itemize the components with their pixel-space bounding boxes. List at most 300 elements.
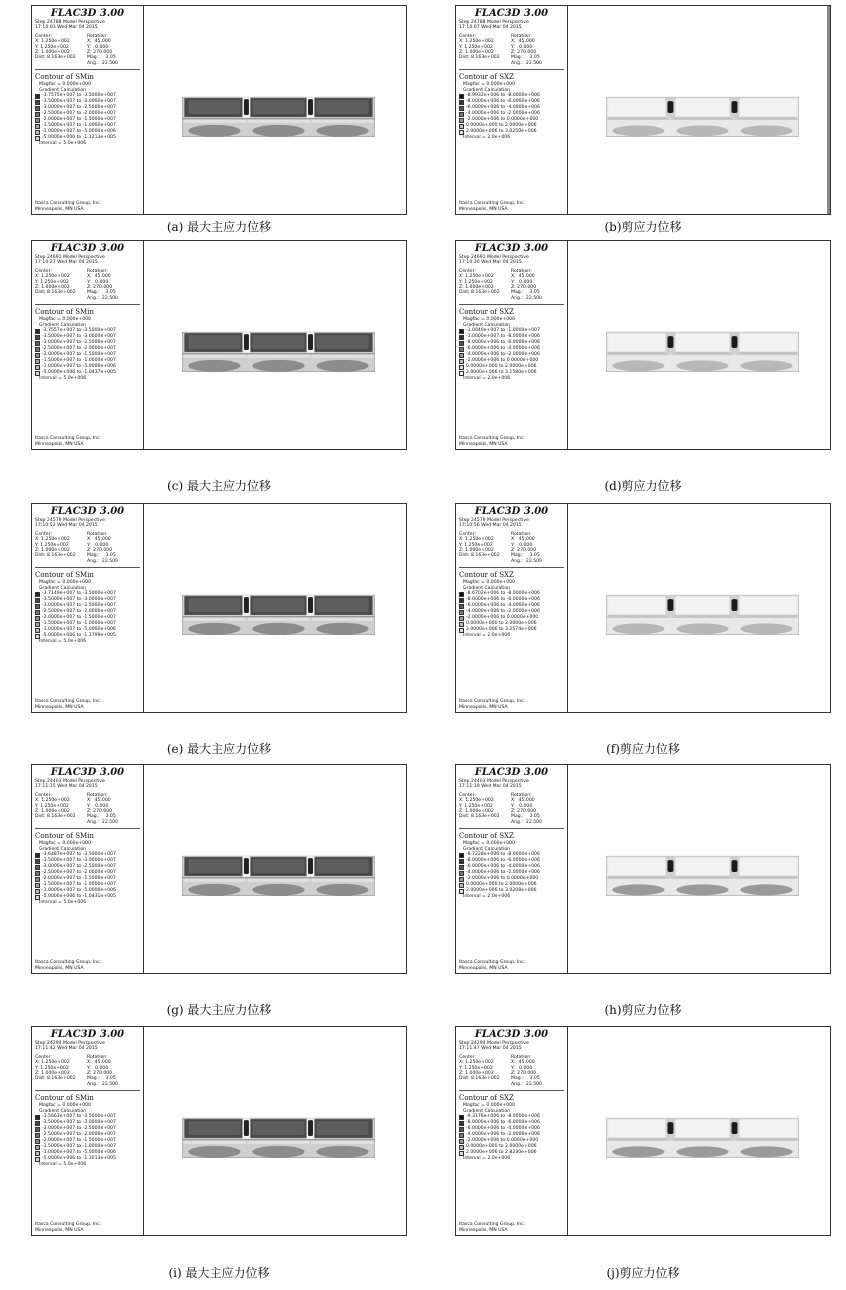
step-label: Step 24579 Model Perspective: [459, 518, 529, 523]
legend-swatch: [459, 118, 464, 123]
mid-band: [671, 352, 733, 355]
legend-swatch: [459, 610, 464, 615]
lower-ellipse: [676, 623, 728, 634]
legend-swatch: [35, 94, 40, 99]
legend-range: -9.3176e+006 to -8.0000e+006: [466, 1114, 540, 1120]
interval-label: Interval = 2.0e+006: [463, 633, 511, 639]
rotation-heading: Rotation:: [511, 1054, 532, 1060]
legend-swatch: [35, 883, 40, 888]
rotation-value: Ang.: 22.500: [87, 1081, 118, 1087]
software-title: FLAC3D 3.00: [50, 8, 125, 19]
software-title: FLAC3D 3.00: [50, 243, 125, 254]
magfac-label: Magfac = 0.000e+000: [39, 580, 92, 586]
legend-swatch: [35, 100, 40, 105]
legend-range: -3.0000e+007 to -2.5000e+007: [42, 864, 116, 870]
magfac-label: Magfac = 0.000e+000: [39, 82, 92, 88]
gradient-label: Gradient Calculation: [463, 846, 511, 852]
company-city: Minneapolis, MN USA: [35, 965, 84, 971]
legend-range: 0.0000e+000 to 2.0000e+006: [466, 364, 537, 370]
upper-zone-inner: [188, 335, 240, 349]
model-view: [144, 504, 406, 712]
model-view: [568, 241, 830, 449]
interface-line: [182, 353, 374, 354]
rotation-value: Y: 0.000: [87, 44, 109, 50]
center-value: Dist: 8.163e+002: [35, 814, 76, 820]
rotation-value: Mag.: 3.05: [87, 814, 116, 820]
legend-range: -1.5000e+007 to -1.0000e+007: [42, 882, 116, 888]
lower-ellipse: [188, 1146, 240, 1158]
legend-range: -1.5000e+007 to -1.0000e+007: [42, 1144, 116, 1150]
pillar-core: [308, 597, 313, 613]
upper-zone: [736, 858, 796, 875]
legend-range: 2.0000e+006 to 2.8230e+006: [466, 1150, 537, 1156]
mid-band: [311, 617, 373, 621]
credits: [35, 1222, 101, 1233]
view-params: [35, 34, 140, 66]
view-params: [35, 1055, 140, 1087]
rotation-value: Y: 0.000: [87, 279, 109, 285]
legend-swatch: [35, 329, 40, 334]
rotation-value: X: 45.000: [87, 537, 111, 543]
legend-range: -3.0000e+007 to -2.5000e+007: [42, 603, 116, 609]
legend-box: [456, 765, 568, 973]
legend-range: 2.0000e+006 to 3.2574e+006: [466, 627, 537, 633]
mid-band: [607, 117, 669, 120]
center-column: [459, 1055, 511, 1087]
pillar-core: [732, 860, 738, 872]
rotation-value: Z: 270.000: [511, 285, 537, 291]
step-label: Step 24294 Model Perspective: [35, 1041, 105, 1046]
gradient-label: Gradient Calculation: [463, 1108, 511, 1114]
rotation-value: Z: 270.000: [87, 809, 113, 815]
legend-swatch: [459, 889, 464, 894]
legend-swatch: [35, 853, 40, 858]
legend-range: -3.7557e+007 to -3.5000e+007: [42, 328, 116, 334]
legend-range: -3.6487e+007 to -3.5000e+007: [42, 852, 116, 858]
legend-swatch: [459, 592, 464, 597]
legend-range: -2.0000e+006 to 0.0000e+000: [466, 876, 539, 882]
center-column: [459, 532, 511, 564]
mid-band: [311, 878, 373, 882]
legend-swatch: [35, 136, 40, 141]
legend-swatch: [35, 598, 40, 603]
legend-swatch: [459, 1139, 464, 1144]
legend-swatch: [35, 1151, 40, 1156]
legend-swatch: [35, 1121, 40, 1126]
legend-range: -4.0000e+006 to -2.0000e+006: [466, 352, 540, 358]
view-params: [459, 1055, 564, 1087]
legend-range: -2.0000e+006 to 0.0000e+000: [466, 117, 539, 123]
legend-box: [32, 241, 144, 449]
rotation-value: Ang.: 22.500: [87, 295, 118, 301]
timestamp: 17:10:30 Wed Mar 04 2015: [459, 260, 522, 266]
rotation-value: Ang.: 22.500: [511, 1081, 542, 1087]
figure-panel-g: [31, 764, 407, 974]
rotation-value: Mag.: 3.05: [511, 290, 540, 296]
panel-caption: (j)剪应力位移: [606, 1266, 680, 1280]
rotation-value: Y: 0.000: [511, 542, 533, 548]
legend-range: -3.0000e+007 to -2.5000e+007: [42, 1126, 116, 1132]
legend-swatch: [459, 347, 464, 352]
legend-range: -8.0000e+006 to -6.0000e+006: [466, 99, 540, 105]
legend-swatch: [459, 341, 464, 346]
legend-swatch: [459, 883, 464, 888]
interface-line: [182, 1139, 374, 1140]
panel-caption: (h)剪应力位移: [604, 1003, 682, 1017]
rotation-value: Mag.: 3.05: [87, 553, 116, 559]
figure-panel-i: [31, 1026, 407, 1236]
mid-band: [247, 878, 309, 882]
rotation-heading: Rotation:: [87, 792, 108, 798]
mid-band: [671, 876, 733, 879]
lower-ellipse: [188, 623, 240, 635]
view-params: [35, 532, 140, 564]
pillar-core: [308, 858, 313, 874]
rotation-value: Y: 0.000: [511, 279, 533, 285]
rotation-heading: Rotation:: [87, 33, 108, 39]
rotation-value: Y: 0.000: [87, 803, 109, 809]
legend-range: 0.0000e+000 to 2.0000e+006: [466, 1144, 537, 1150]
legend-range: -2.5000e+007 to -2.0000e+007: [42, 346, 116, 352]
rotation-value: Ang.: 22.500: [87, 819, 118, 825]
center-column: [35, 34, 87, 66]
legend-swatch: [459, 124, 464, 129]
contour-title: Contour of SMin: [35, 73, 94, 82]
legend-range: -8.7228e+006 to -8.0000e+006: [466, 852, 540, 858]
rotation-value: Z: 270.000: [511, 1071, 537, 1077]
timestamp: 17:11:47 Wed Mar 04 2015: [459, 1046, 522, 1052]
stress-contour-model: [568, 241, 830, 449]
company-name: Itasca Consulting Group, Inc.: [459, 201, 526, 207]
rotation-value: Mag.: 3.05: [511, 1076, 540, 1082]
mid-band: [671, 117, 733, 120]
company-city: Minneapolis, MN USA: [459, 441, 508, 447]
company-name: Itasca Consulting Group, Inc.: [459, 1222, 526, 1228]
legend-swatch: [459, 94, 464, 99]
legend-range: -1.5000e+007 to -1.0000e+007: [42, 358, 116, 364]
lower-ellipse: [316, 884, 368, 896]
divider: [459, 1090, 564, 1091]
company-city: Minneapolis, MN USA: [35, 441, 84, 447]
company-name: Itasca Consulting Group, Inc.: [459, 436, 526, 442]
legend-range: -8.0000e+006 to -6.0000e+006: [466, 340, 540, 346]
gradient-label: Gradient Calculation: [39, 846, 87, 852]
center-heading: Center:: [459, 1054, 476, 1060]
center-value: Z: 1.000e+002: [35, 809, 70, 815]
divider: [459, 304, 564, 305]
lower-ellipse: [252, 360, 304, 372]
center-column: [459, 793, 511, 825]
pillar-core: [244, 1120, 249, 1136]
model-view: [568, 504, 830, 712]
legend-range: -2.0000e+006 to 0.0000e+000: [466, 615, 539, 621]
mid-band: [247, 119, 309, 123]
divider: [459, 828, 564, 829]
upper-zone: [672, 334, 732, 351]
credits: [459, 436, 525, 447]
legend-swatch: [459, 1145, 464, 1150]
lower-ellipse: [676, 360, 728, 371]
legend-swatch: [35, 1133, 40, 1138]
center-value: Z: 1.000e+002: [459, 1071, 494, 1077]
legend-swatch: [459, 353, 464, 358]
company-city: Minneapolis, MN USA: [35, 206, 84, 212]
interface-line: [182, 877, 374, 878]
center-value: Y: 1.250e+002: [35, 542, 69, 548]
legend-range: -1.0000e+007 to -5.0000e+006: [42, 129, 116, 135]
magfac-label: Magfac = 0.000e+000: [39, 841, 92, 847]
legend-range: -6.0000e+006 to -4.0000e+006: [466, 346, 540, 352]
legend-range: -1.0000e+007 to -5.0000e+006: [42, 364, 116, 370]
lower-ellipse: [252, 1146, 304, 1158]
divider: [35, 567, 140, 568]
legend-swatch: [459, 853, 464, 858]
rotation-column: [511, 1055, 542, 1087]
upper-zone-inner: [252, 100, 304, 114]
company-name: Itasca Consulting Group, Inc.: [35, 436, 102, 442]
rotation-value: X: 45.000: [87, 798, 111, 804]
legend-swatch: [459, 112, 464, 117]
center-heading: Center:: [459, 792, 476, 798]
magfac-label: Magfac = 0.000e+000: [463, 580, 516, 586]
rotation-value: X: 45.000: [87, 39, 111, 45]
rotation-column: [87, 34, 118, 66]
company-city: Minneapolis, MN USA: [35, 1227, 84, 1233]
legend-range: -3.5000e+007 to -3.0000e+007: [42, 1120, 116, 1126]
legend-swatch: [459, 365, 464, 370]
legend-range: -4.0000e+006 to -2.0000e+006: [466, 1132, 540, 1138]
pillar-core: [667, 101, 673, 113]
magfac-label: Magfac = 0.000e+000: [39, 1103, 92, 1109]
divider: [35, 1090, 140, 1091]
legend-range: -3.7149e+007 to -3.5000e+007: [42, 591, 116, 597]
contour-title: Contour of SXZ: [459, 832, 514, 841]
company-name: Itasca Consulting Group, Inc.: [459, 699, 526, 705]
upper-zone-inner: [188, 100, 240, 114]
legend-box: [32, 6, 144, 214]
step-label: Step 24691 Model Perspective: [35, 255, 105, 260]
lower-ellipse: [612, 125, 664, 136]
upper-zone-inner: [188, 859, 240, 873]
interval-label: Interval = 5.0e+006: [39, 900, 87, 906]
rotation-value: Z: 270.000: [87, 285, 113, 291]
legend-swatch: [459, 1127, 464, 1132]
legend-range: -2.0000e+007 to -1.5000e+007: [42, 1138, 116, 1144]
company-city: Minneapolis, MN USA: [35, 704, 84, 710]
rotation-heading: Rotation:: [511, 792, 532, 798]
contour-title: Contour of SXZ: [459, 571, 514, 580]
rotation-heading: Rotation:: [511, 33, 532, 39]
lower-ellipse: [252, 623, 304, 635]
figure-panel-e: [31, 503, 407, 713]
step-label: Step 24294 Model Perspective: [459, 1041, 529, 1046]
lower-ellipse: [188, 360, 240, 372]
rotation-value: X: 45.000: [87, 274, 111, 280]
contour-title: Contour of SXZ: [459, 308, 514, 317]
center-value: Y: 1.250e+002: [459, 803, 493, 809]
rotation-value: Ang.: 22.500: [87, 60, 118, 66]
mid-band: [735, 876, 797, 879]
rotation-value: Ang.: 22.500: [87, 558, 118, 564]
upper-zone: [736, 99, 796, 116]
step-label: Step 24788 Model Perspective: [35, 20, 105, 25]
magfac-label: Magfac = 0.000e+000: [463, 317, 516, 323]
gradient-label: Gradient Calculation: [39, 585, 87, 591]
pillar-core: [732, 599, 738, 611]
upper-zone: [672, 1120, 732, 1137]
mid-band: [607, 352, 669, 355]
pillar-core: [732, 336, 738, 348]
center-value: Z: 1.000e+002: [459, 809, 494, 815]
legend-range: 2.0000e+006 to 3.0250e+006: [466, 129, 537, 135]
interval-label: Interval = 2.0e+006: [463, 135, 511, 141]
center-value: Dist: 8.163e+002: [35, 553, 76, 559]
stress-contour-model: [144, 504, 406, 712]
center-value: Z: 1.000e+002: [35, 285, 70, 291]
panel-caption: (f)剪应力位移: [606, 742, 680, 756]
stress-contour-model: [144, 241, 406, 449]
figure-panel-h: [455, 764, 831, 974]
upper-zone: [672, 597, 732, 614]
lower-ellipse: [740, 360, 792, 371]
center-value: Z: 1.000e+002: [459, 285, 494, 291]
mid-band: [735, 1138, 797, 1141]
interval-label: Interval = 5.0e+006: [39, 639, 87, 645]
center-value: X: 1.250e+002: [35, 537, 70, 543]
rotation-heading: Rotation:: [87, 268, 108, 274]
company-name: Itasca Consulting Group, Inc.: [35, 960, 102, 966]
rotation-value: X: 45.000: [511, 1060, 535, 1066]
rotation-value: Mag.: 3.05: [87, 55, 116, 61]
rotation-value: X: 45.000: [511, 798, 535, 804]
lower-ellipse: [612, 360, 664, 371]
legend-range: -1.5000e+007 to -1.0000e+007: [42, 621, 116, 627]
legend-range: -3.0000e+007 to -2.5000e+007: [42, 105, 116, 111]
legend-swatch: [35, 604, 40, 609]
magfac-label: Magfac = 0.000e+000: [39, 317, 92, 323]
center-value: Y: 1.250e+002: [35, 44, 69, 50]
lower-ellipse: [612, 1146, 664, 1157]
center-heading: Center:: [35, 792, 52, 798]
interval-label: Interval = 5.0e+006: [39, 141, 87, 147]
timestamp: 17:10:27 Wed Mar 04 2015: [35, 260, 98, 266]
rotation-column: [511, 269, 542, 301]
center-value: Z: 1.000e+002: [459, 548, 494, 554]
legend-swatch: [35, 359, 40, 364]
legend-swatch: [459, 371, 464, 376]
center-value: Y: 1.250e+002: [459, 542, 493, 548]
lower-ellipse: [676, 884, 728, 895]
model-view: [144, 1027, 406, 1235]
stress-contour-model: [568, 6, 830, 214]
legend-range: -8.0000e+006 to -6.0000e+006: [466, 858, 540, 864]
center-column: [35, 532, 87, 564]
rotation-value: Y: 0.000: [87, 542, 109, 548]
rotation-value: Ang.: 22.500: [511, 558, 542, 564]
legend-range: -1.5000e+007 to -1.0000e+007: [42, 123, 116, 129]
legend-range: -5.0000e+006 to -1.1213e+005: [42, 135, 116, 141]
rotation-value: Mag.: 3.05: [87, 290, 116, 296]
view-params: [459, 34, 564, 66]
panel-edge: [827, 6, 830, 214]
legend-swatch: [459, 1133, 464, 1138]
rotation-column: [511, 34, 542, 66]
legend-swatch: [35, 112, 40, 117]
panel-caption: (e) 最大主应力位移: [166, 742, 272, 756]
lower-ellipse: [740, 125, 792, 136]
lower-ellipse: [676, 125, 728, 136]
rotation-value: Z: 270.000: [87, 50, 113, 56]
legend-swatch: [35, 859, 40, 864]
gradient-label: Gradient Calculation: [463, 322, 511, 328]
legend-swatch: [35, 877, 40, 882]
legend-swatch: [35, 118, 40, 123]
timestamp: 17:10:03 Wed Mar 04 2015: [35, 25, 98, 31]
legend-swatch: [35, 130, 40, 135]
software-title: FLAC3D 3.00: [474, 243, 549, 254]
legend-swatch: [35, 1157, 40, 1162]
company-city: Minneapolis, MN USA: [459, 965, 508, 971]
legend-swatch: [35, 353, 40, 358]
center-value: Dist: 8.163e+002: [35, 55, 76, 61]
legend-swatch: [35, 865, 40, 870]
legend-range: -5.0000e+006 to -1.3013e+005: [42, 1156, 116, 1162]
company-name: Itasca Consulting Group, Inc.: [35, 201, 102, 207]
lower-ellipse: [316, 360, 368, 372]
legend-box: [456, 6, 568, 214]
magfac-label: Magfac = 0.000e+000: [463, 82, 516, 88]
timestamp: 17:11:42 Wed Mar 04 2015: [35, 1046, 98, 1052]
legend-range: -3.7575e+007 to -3.5000e+007: [42, 93, 116, 99]
center-value: Y: 1.250e+002: [459, 1065, 493, 1071]
panel-caption: (g) 最大主应力位移: [166, 1003, 272, 1017]
software-title: FLAC3D 3.00: [474, 8, 549, 19]
mid-band: [607, 1138, 669, 1141]
upper-zone: [736, 1120, 796, 1137]
upper-zone: [608, 99, 668, 116]
pillar-core: [667, 336, 673, 348]
figure-panel-d: [455, 240, 831, 450]
legend-swatch: [35, 365, 40, 370]
legend-range: -1.0000e+007 to -5.0000e+006: [42, 888, 116, 894]
stress-contour-model: [144, 6, 406, 214]
legend-swatch: [459, 865, 464, 870]
mid-band: [735, 615, 797, 618]
gradient-label: Gradient Calculation: [39, 1108, 87, 1114]
rotation-value: Z: 270.000: [511, 50, 537, 56]
legend-swatch: [35, 335, 40, 340]
lower-ellipse: [188, 884, 240, 896]
rotation-value: Mag.: 3.05: [511, 55, 540, 61]
center-value: Y: 1.250e+002: [35, 1065, 69, 1071]
gradient-label: Gradient Calculation: [39, 322, 87, 328]
company-city: Minneapolis, MN USA: [459, 704, 508, 710]
legend-range: 2.0000e+006 to 3.1580e+006: [466, 370, 537, 376]
upper-zone-inner: [316, 598, 368, 612]
gradient-label: Gradient Calculation: [463, 87, 511, 93]
stress-contour-model: [568, 765, 830, 973]
lower-ellipse: [740, 623, 792, 634]
center-heading: Center:: [35, 268, 52, 274]
step-label: Step 24579 Model Perspective: [35, 518, 105, 523]
legend-swatch: [35, 341, 40, 346]
timestamp: 17:11:19 Wed Mar 04 2015: [459, 784, 522, 790]
upper-zone: [608, 858, 668, 875]
upper-zone-inner: [252, 859, 304, 873]
rotation-value: X: 45.000: [87, 1060, 111, 1066]
rotation-value: Mag.: 3.05: [511, 814, 540, 820]
center-value: Y: 1.250e+002: [459, 44, 493, 50]
